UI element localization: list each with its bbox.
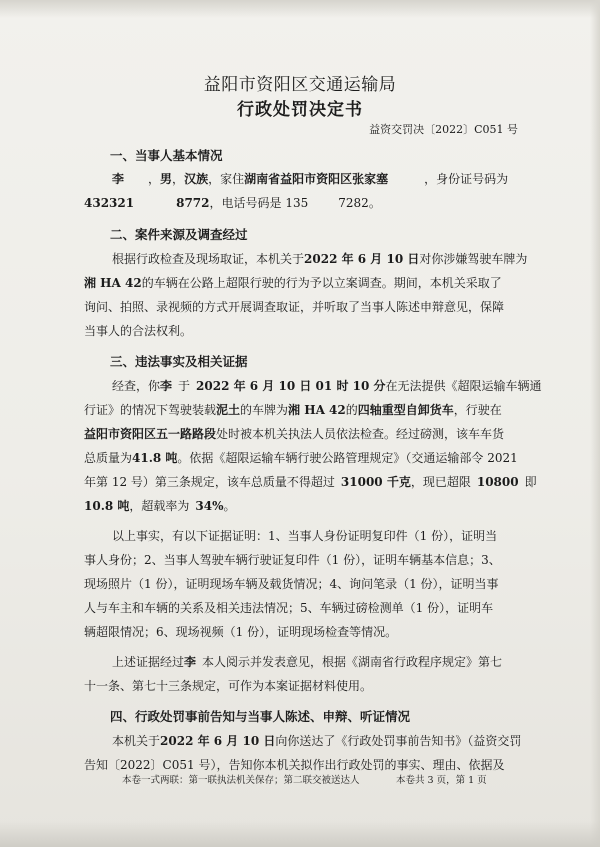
party-gender: 男 bbox=[160, 172, 173, 186]
id-label: 身份证号码为 bbox=[436, 172, 509, 186]
facts-name: 李 bbox=[160, 379, 173, 393]
facts-location: 益阳市资阳区五一路路段 bbox=[84, 427, 217, 441]
facts-text: 经查，你 bbox=[112, 379, 161, 393]
facts-cargo: 泥土 bbox=[216, 403, 241, 417]
facts-limit: 31000 千克 bbox=[340, 475, 411, 489]
facts-rate: 34% bbox=[195, 499, 224, 513]
evidence-line-5: 辆超限情况；6、现场视频（1 份），证明现场检查等情况。 bbox=[84, 625, 398, 639]
agency-title: 益阳市资阳区交通运输局 bbox=[203, 75, 397, 95]
phone-part2: 7282 bbox=[338, 196, 369, 210]
source-line-1 bbox=[112, 250, 527, 267]
evidence-text: 本人阅示并发表意见，根据《湖南省行政程序规定》第七 bbox=[202, 655, 503, 669]
facts-line-1 bbox=[112, 377, 542, 394]
facts-line-3 bbox=[84, 425, 504, 442]
facts-text: 。 bbox=[223, 499, 236, 513]
document-number: 益资交罚决〔2022〕C051 号 bbox=[369, 123, 518, 136]
source-plate: 湘 HA 42 bbox=[84, 276, 142, 290]
section-heading-source: 二、案件来源及调查经过 bbox=[110, 227, 248, 242]
source-text: 对你涉嫌驾驶车牌为 bbox=[419, 252, 528, 266]
facts-text: 的 bbox=[345, 403, 358, 417]
facts-line-5 bbox=[84, 473, 537, 490]
facts-line-2 bbox=[84, 401, 502, 418]
party-address: 湖南省益阳市资阳区张家塞 bbox=[244, 172, 389, 186]
facts-text: 在无法提供《超限运输车辆通 bbox=[385, 379, 542, 393]
facts-text: 处时被本机关执法人员依法检查。经过磅测，该车车货 bbox=[216, 427, 505, 441]
id-number-part1: 432321 bbox=[84, 196, 135, 210]
footer-pages: 本卷共 3 页，第 1 页 bbox=[396, 775, 487, 786]
facts-over-kg: 10800 bbox=[476, 475, 519, 489]
notice-line-1 bbox=[112, 732, 521, 749]
source-line-2 bbox=[84, 274, 502, 291]
facts-line-6 bbox=[84, 497, 236, 514]
notice-text: 向你送达了《行政处罚事前告知书》（益资交罚 bbox=[275, 734, 522, 748]
facts-total-mass: 41.8 吨 bbox=[132, 451, 178, 465]
party-line-1: 李 ，男，汉族，家住湖南省益阳市资阳区张家塞 ，身份证号码为 bbox=[112, 172, 509, 186]
notice-date: 2022 年 6 月 10 日 bbox=[160, 734, 276, 748]
source-date: 2022 年 6 月 10 日 bbox=[304, 252, 420, 266]
facts-text: 的车牌为 bbox=[240, 403, 289, 417]
party-name: 李 bbox=[112, 172, 125, 186]
evidence-line-2: 事人身份；2、当事人驾驶车辆行驶证复印件（1 份），证明车辆基本信息；3、 bbox=[84, 553, 501, 567]
party-ethnicity: 汉族 bbox=[184, 172, 209, 186]
section-heading-party: 一、当事人基本情况 bbox=[110, 148, 223, 163]
notice-line-2: 告知〔2022〕C051 号），告知你本机关拟作出行政处罚的事实、理由、依据及 bbox=[84, 758, 505, 772]
notice-text: 本机关于 bbox=[112, 734, 161, 748]
evidence-name: 李 bbox=[184, 655, 197, 669]
facts-text: ，超载率为 bbox=[129, 499, 190, 513]
facts-vehicle-type: 四轴重型自卸货车 bbox=[357, 403, 454, 417]
source-line-3: 询问、拍照、录视频的方式开展调查取证，并听取了当事人陈述申辩意见，保障 bbox=[84, 300, 505, 314]
source-text: 根据行政检查及现场取证，本机关于 bbox=[112, 252, 305, 266]
facts-text: 。依据《超限运输车辆行驶公路管理规定》（交通运输部令 2021 bbox=[177, 451, 518, 465]
address-prefix: 家住 bbox=[220, 172, 245, 186]
facts-plate: 湘 HA 42 bbox=[288, 403, 346, 417]
page-shadow-top bbox=[0, 0, 600, 18]
evidence-text: 上述证据经过 bbox=[112, 655, 185, 669]
facts-text: 于 bbox=[178, 379, 191, 393]
evidence-line-4: 人与车主和车辆的关系及相关违法情况；5、车辆过磅检测单（1 份），证明车 bbox=[84, 601, 494, 615]
evidence-line-1: 以上事实，有以下证据证明：1、当事人身份证明复印件（1 份），证明当 bbox=[112, 529, 498, 543]
page-shadow-bottom bbox=[0, 821, 600, 847]
section-heading-facts: 三、违法事实及相关证据 bbox=[110, 354, 248, 369]
facts-line-4 bbox=[84, 449, 518, 466]
page-shadow-right bbox=[590, 0, 600, 847]
evidence-line-6 bbox=[112, 653, 502, 670]
facts-datetime: 2022 年 6 月 10 日 01 时 10 分 bbox=[196, 379, 386, 393]
facts-text: ，行驶在 bbox=[453, 403, 502, 417]
facts-text: 年第 12 号）第三条规定，该车总质量不得超过 bbox=[84, 475, 335, 489]
section-heading-notice: 四、行政处罚事前告知与当事人陈述、申辩、听证情况 bbox=[110, 709, 411, 724]
source-text: 的车辆在公路上超限行驶的行为予以立案调查。期间，本机关采取了 bbox=[141, 276, 502, 290]
facts-over-ton: 10.8 吨 bbox=[84, 499, 130, 513]
facts-text: 总质量为 bbox=[84, 451, 133, 465]
id-number-part2: 8772 bbox=[176, 196, 210, 210]
evidence-line-3: 现场照片（1 份），证明现场车辆及载货情况；4、询问笔录（1 份），证明当事 bbox=[84, 577, 499, 591]
phone-label: 电话号码是 135 bbox=[221, 196, 309, 210]
facts-text: 行证》的情况下驾驶装载 bbox=[84, 403, 217, 417]
document-title: 行政处罚决定书 bbox=[237, 100, 363, 120]
party-line-2: 432321 8772，电话号码是 135 7282。 bbox=[84, 196, 381, 210]
evidence-line-7: 十一条、第七十三条规定，可作为本案证据材料使用。 bbox=[84, 679, 373, 693]
facts-text: 即 bbox=[524, 475, 537, 489]
facts-text: ，现已超限 bbox=[410, 475, 471, 489]
footer-copies: 本卷一式两联：第一联执法机关保存；第二联交被送达人 bbox=[122, 775, 360, 786]
source-line-4: 当事人的合法权利。 bbox=[84, 324, 193, 338]
